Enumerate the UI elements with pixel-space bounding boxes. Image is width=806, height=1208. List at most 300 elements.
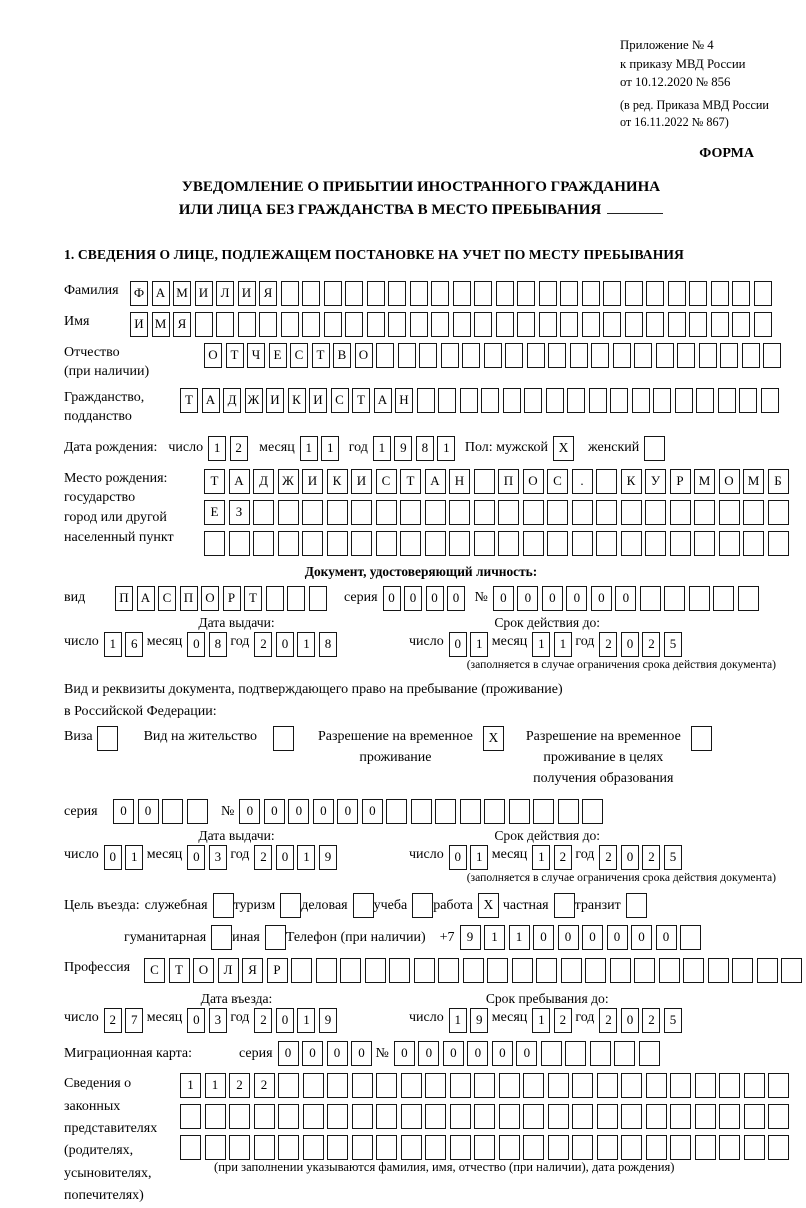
char-cell[interactable]: Я [173,312,191,337]
char-cell[interactable]: 1 [470,845,488,870]
char-cell[interactable] [389,958,410,983]
char-cell[interactable] [327,1104,348,1129]
char-cell[interactable]: 0 [337,799,358,824]
char-cell[interactable]: 1 [300,436,318,461]
char-cell[interactable] [205,1135,226,1160]
char-cell[interactable]: 2 [554,845,572,870]
char-cell[interactable]: М [694,469,715,494]
char-cell[interactable]: К [288,388,306,413]
char-cell[interactable] [410,312,428,337]
char-cell[interactable]: 1 [532,632,550,657]
char-cell[interactable]: 0 [104,845,122,870]
char-cell[interactable] [572,1104,593,1129]
char-cell[interactable]: И [238,281,256,306]
char-cell[interactable] [352,1073,373,1098]
char-cell[interactable]: 0 [187,632,205,657]
char-cell[interactable]: 0 [631,925,652,950]
char-cell[interactable]: 0 [327,1041,348,1066]
char-cell[interactable]: Д [253,469,274,494]
char-cell[interactable] [621,500,642,525]
char-cell[interactable] [768,1073,789,1098]
char-cell[interactable] [536,958,557,983]
char-cell[interactable] [695,1135,716,1160]
char-cell[interactable]: И [130,312,148,337]
char-cell[interactable]: Ж [278,469,299,494]
char-cell[interactable] [572,1073,593,1098]
char-cell[interactable] [474,1135,495,1160]
char-cell[interactable] [597,1073,618,1098]
char-cell[interactable] [509,799,530,824]
char-cell[interactable] [597,1104,618,1129]
char-cell[interactable]: С [376,469,397,494]
char-cell[interactable] [303,1104,324,1129]
char-cell[interactable]: А [202,388,220,413]
char-cell[interactable]: С [144,958,165,983]
char-cell[interactable] [670,1104,691,1129]
char-cell[interactable] [664,586,685,611]
char-cell[interactable] [303,1135,324,1160]
char-cell[interactable] [453,312,471,337]
char-cell[interactable] [711,281,729,306]
char-cell[interactable] [474,531,495,556]
char-cell[interactable]: Ч [247,343,265,368]
char-cell[interactable]: А [374,388,392,413]
char-cell[interactable] [474,281,492,306]
purpose-work-checkbox[interactable]: X [478,893,499,918]
char-cell[interactable] [683,958,704,983]
char-cell[interactable] [732,958,753,983]
char-cell[interactable]: И [195,281,213,306]
char-cell[interactable]: 1 [532,1008,550,1033]
char-cell[interactable] [539,281,557,306]
char-cell[interactable] [548,1073,569,1098]
char-cell[interactable] [768,1104,789,1129]
char-cell[interactable] [646,1104,667,1129]
char-cell[interactable] [266,586,284,611]
char-cell[interactable]: 0 [276,845,294,870]
char-cell[interactable] [754,312,772,337]
char-cell[interactable] [763,343,781,368]
char-cell[interactable]: 2 [642,845,660,870]
char-cell[interactable]: М [152,312,170,337]
temp-residence-education-checkbox[interactable] [691,726,712,751]
char-cell[interactable] [695,1073,716,1098]
char-cell[interactable]: Р [670,469,691,494]
char-cell[interactable] [253,500,274,525]
char-cell[interactable] [449,531,470,556]
char-cell[interactable] [668,312,686,337]
char-cell[interactable] [632,388,650,413]
residence-permit-checkbox[interactable] [273,726,294,751]
char-cell[interactable] [499,1073,520,1098]
char-cell[interactable] [449,500,470,525]
char-cell[interactable] [376,500,397,525]
char-cell[interactable] [739,388,757,413]
char-cell[interactable]: 0 [621,1008,639,1033]
char-cell[interactable] [645,531,666,556]
char-cell[interactable] [401,1135,422,1160]
char-cell[interactable] [582,799,603,824]
char-cell[interactable]: И [309,388,327,413]
char-cell[interactable] [539,312,557,337]
char-cell[interactable]: 1 [297,845,315,870]
purpose-transit-checkbox[interactable] [626,893,647,918]
char-cell[interactable] [484,799,505,824]
char-cell[interactable] [634,343,652,368]
char-cell[interactable]: 0 [492,1041,513,1066]
char-cell[interactable] [742,343,760,368]
char-cell[interactable] [596,469,617,494]
char-cell[interactable] [450,1104,471,1129]
char-cell[interactable] [699,343,717,368]
char-cell[interactable] [754,281,772,306]
char-cell[interactable] [287,586,305,611]
char-cell[interactable] [327,1135,348,1160]
char-cell[interactable] [558,799,579,824]
char-cell[interactable] [303,1073,324,1098]
char-cell[interactable]: 7 [125,1008,143,1033]
char-cell[interactable]: 0 [288,799,309,824]
char-cell[interactable] [582,312,600,337]
char-cell[interactable]: 0 [113,799,134,824]
char-cell[interactable]: 8 [416,436,434,461]
char-cell[interactable]: 0 [607,925,628,950]
char-cell[interactable] [180,1104,201,1129]
char-cell[interactable] [720,343,738,368]
char-cell[interactable]: 0 [449,845,467,870]
char-cell[interactable] [761,388,779,413]
char-cell[interactable]: 0 [621,632,639,657]
char-cell[interactable]: 1 [125,845,143,870]
char-cell[interactable]: С [331,388,349,413]
char-cell[interactable] [523,1073,544,1098]
char-cell[interactable]: 0 [278,1041,299,1066]
char-cell[interactable]: Р [223,586,241,611]
char-cell[interactable] [718,388,736,413]
char-cell[interactable]: П [498,469,519,494]
char-cell[interactable]: 0 [467,1041,488,1066]
char-cell[interactable] [732,312,750,337]
char-cell[interactable]: С [290,343,308,368]
char-cell[interactable]: 0 [566,586,587,611]
char-cell[interactable]: 0 [493,586,514,611]
char-cell[interactable] [614,1041,635,1066]
char-cell[interactable]: 1 [449,1008,467,1033]
char-cell[interactable] [505,343,523,368]
char-cell[interactable] [610,958,631,983]
char-cell[interactable] [302,312,320,337]
purpose-tourism-checkbox[interactable] [280,893,301,918]
char-cell[interactable] [302,531,323,556]
char-cell[interactable] [474,500,495,525]
char-cell[interactable] [547,531,568,556]
char-cell[interactable]: 0 [533,925,554,950]
char-cell[interactable] [195,312,213,337]
char-cell[interactable] [689,586,710,611]
char-cell[interactable] [388,312,406,337]
char-cell[interactable]: 2 [554,1008,572,1033]
char-cell[interactable] [431,281,449,306]
char-cell[interactable]: П [180,586,198,611]
char-cell[interactable]: С [158,586,176,611]
char-cell[interactable]: М [743,469,764,494]
char-cell[interactable] [603,312,621,337]
char-cell[interactable]: 2 [229,1073,250,1098]
char-cell[interactable] [278,500,299,525]
char-cell[interactable] [572,531,593,556]
char-cell[interactable]: 1 [554,632,572,657]
char-cell[interactable]: Я [259,281,277,306]
char-cell[interactable] [524,388,542,413]
char-cell[interactable] [351,531,372,556]
char-cell[interactable] [744,1104,765,1129]
char-cell[interactable] [388,281,406,306]
char-cell[interactable]: 1 [104,632,122,657]
char-cell[interactable]: 5 [664,845,682,870]
char-cell[interactable] [419,343,437,368]
char-cell[interactable] [316,958,337,983]
char-cell[interactable]: 0 [313,799,334,824]
char-cell[interactable] [425,1135,446,1160]
char-cell[interactable]: 1 [532,845,550,870]
char-cell[interactable]: О [355,343,373,368]
char-cell[interactable]: 0 [383,586,401,611]
char-cell[interactable] [645,500,666,525]
char-cell[interactable]: С [547,469,568,494]
char-cell[interactable] [582,281,600,306]
char-cell[interactable]: А [425,469,446,494]
char-cell[interactable] [324,281,342,306]
char-cell[interactable] [572,1135,593,1160]
char-cell[interactable]: 9 [394,436,412,461]
char-cell[interactable] [162,799,183,824]
char-cell[interactable] [523,531,544,556]
char-cell[interactable] [398,343,416,368]
purpose-study-checkbox[interactable] [412,893,433,918]
char-cell[interactable]: 1 [373,436,391,461]
char-cell[interactable]: Ж [245,388,263,413]
char-cell[interactable] [376,1104,397,1129]
char-cell[interactable] [278,1073,299,1098]
char-cell[interactable] [400,500,421,525]
char-cell[interactable]: 0 [394,1041,415,1066]
char-cell[interactable] [386,799,407,824]
char-cell[interactable]: И [351,469,372,494]
char-cell[interactable] [352,1135,373,1160]
char-cell[interactable] [610,388,628,413]
char-cell[interactable] [474,469,495,494]
char-cell[interactable]: Т [244,586,262,611]
char-cell[interactable] [744,1073,765,1098]
char-cell[interactable] [719,1135,740,1160]
char-cell[interactable]: 8 [319,632,337,657]
char-cell[interactable] [216,312,234,337]
char-cell[interactable] [546,388,564,413]
char-cell[interactable] [253,531,274,556]
char-cell[interactable] [425,531,446,556]
char-cell[interactable] [596,531,617,556]
char-cell[interactable] [719,1104,740,1129]
char-cell[interactable] [565,1041,586,1066]
char-cell[interactable] [640,586,661,611]
char-cell[interactable]: 2 [599,1008,617,1033]
char-cell[interactable] [527,343,545,368]
char-cell[interactable] [670,1073,691,1098]
char-cell[interactable]: 6 [125,632,143,657]
char-cell[interactable] [781,958,802,983]
char-cell[interactable]: 5 [664,1008,682,1033]
char-cell[interactable] [367,281,385,306]
char-cell[interactable] [254,1104,275,1129]
char-cell[interactable] [474,1073,495,1098]
char-cell[interactable]: 3 [209,845,227,870]
char-cell[interactable]: 1 [297,632,315,657]
char-cell[interactable] [675,388,693,413]
visa-checkbox[interactable] [97,726,118,751]
char-cell[interactable]: 2 [254,632,272,657]
char-cell[interactable]: Р [267,958,288,983]
char-cell[interactable]: Т [204,469,225,494]
char-cell[interactable] [597,1135,618,1160]
char-cell[interactable] [278,1135,299,1160]
char-cell[interactable] [410,281,428,306]
char-cell[interactable] [180,1135,201,1160]
char-cell[interactable]: 0 [418,1041,439,1066]
char-cell[interactable] [560,312,578,337]
char-cell[interactable]: Т [180,388,198,413]
char-cell[interactable]: 0 [621,845,639,870]
char-cell[interactable] [425,1073,446,1098]
char-cell[interactable]: 0 [351,1041,372,1066]
char-cell[interactable]: 0 [443,1041,464,1066]
char-cell[interactable] [695,1104,716,1129]
char-cell[interactable] [345,312,363,337]
char-cell[interactable] [503,388,521,413]
char-cell[interactable]: В [333,343,351,368]
char-cell[interactable] [450,1073,471,1098]
char-cell[interactable] [694,500,715,525]
char-cell[interactable]: 9 [319,1008,337,1033]
char-cell[interactable]: О [201,586,219,611]
char-cell[interactable] [414,958,435,983]
char-cell[interactable] [719,531,740,556]
char-cell[interactable]: 0 [449,632,467,657]
char-cell[interactable] [238,312,256,337]
char-cell[interactable] [680,925,701,950]
char-cell[interactable]: 3 [209,1008,227,1033]
char-cell[interactable]: 2 [599,632,617,657]
char-cell[interactable]: 2 [642,632,660,657]
char-cell[interactable] [340,958,361,983]
char-cell[interactable] [401,1073,422,1098]
char-cell[interactable]: У [645,469,666,494]
char-cell[interactable] [590,1041,611,1066]
char-cell[interactable] [327,531,348,556]
char-cell[interactable]: 9 [470,1008,488,1033]
char-cell[interactable]: 0 [542,586,563,611]
char-cell[interactable] [376,343,394,368]
char-cell[interactable] [768,500,789,525]
char-cell[interactable] [653,388,671,413]
char-cell[interactable]: Т [312,343,330,368]
char-cell[interactable]: 8 [209,632,227,657]
char-cell[interactable] [481,388,499,413]
purpose-other-checkbox[interactable] [265,925,286,950]
char-cell[interactable] [431,312,449,337]
char-cell[interactable] [757,958,778,983]
char-cell[interactable] [561,958,582,983]
char-cell[interactable]: М [173,281,191,306]
char-cell[interactable]: 2 [104,1008,122,1033]
char-cell[interactable]: Я [242,958,263,983]
char-cell[interactable] [400,531,421,556]
char-cell[interactable] [572,500,593,525]
char-cell[interactable] [732,281,750,306]
char-cell[interactable] [744,1135,765,1160]
char-cell[interactable] [548,1104,569,1129]
char-cell[interactable] [670,500,691,525]
char-cell[interactable] [639,1041,660,1066]
temp-residence-checkbox[interactable]: X [483,726,504,751]
char-cell[interactable]: А [137,586,155,611]
char-cell[interactable] [291,958,312,983]
char-cell[interactable] [254,1135,275,1160]
char-cell[interactable] [438,388,456,413]
char-cell[interactable]: 1 [205,1073,226,1098]
char-cell[interactable] [460,799,481,824]
char-cell[interactable] [487,958,508,983]
char-cell[interactable] [548,1135,569,1160]
char-cell[interactable] [229,1104,250,1129]
char-cell[interactable]: И [302,469,323,494]
char-cell[interactable] [417,388,435,413]
char-cell[interactable]: 1 [208,436,226,461]
char-cell[interactable] [499,1135,520,1160]
char-cell[interactable] [453,281,471,306]
char-cell[interactable]: . [572,469,593,494]
char-cell[interactable] [621,531,642,556]
char-cell[interactable]: 9 [460,925,481,950]
char-cell[interactable] [677,343,695,368]
char-cell[interactable] [585,958,606,983]
char-cell[interactable] [435,799,456,824]
char-cell[interactable] [302,281,320,306]
char-cell[interactable]: 0 [517,586,538,611]
char-cell[interactable]: 0 [656,925,677,950]
char-cell[interactable] [668,281,686,306]
char-cell[interactable]: 0 [239,799,260,824]
char-cell[interactable] [621,1135,642,1160]
char-cell[interactable]: О [719,469,740,494]
char-cell[interactable] [768,1135,789,1160]
char-cell[interactable] [484,343,502,368]
char-cell[interactable]: Б [768,469,789,494]
char-cell[interactable] [463,958,484,983]
purpose-private-checkbox[interactable] [554,893,575,918]
char-cell[interactable]: 2 [230,436,248,461]
char-cell[interactable]: И [266,388,284,413]
char-cell[interactable] [560,281,578,306]
char-cell[interactable]: О [193,958,214,983]
char-cell[interactable] [646,312,664,337]
char-cell[interactable] [309,586,327,611]
char-cell[interactable]: Е [269,343,287,368]
char-cell[interactable]: Ф [130,281,148,306]
char-cell[interactable]: 1 [180,1073,201,1098]
char-cell[interactable]: П [115,586,133,611]
char-cell[interactable] [450,1135,471,1160]
char-cell[interactable] [567,388,585,413]
